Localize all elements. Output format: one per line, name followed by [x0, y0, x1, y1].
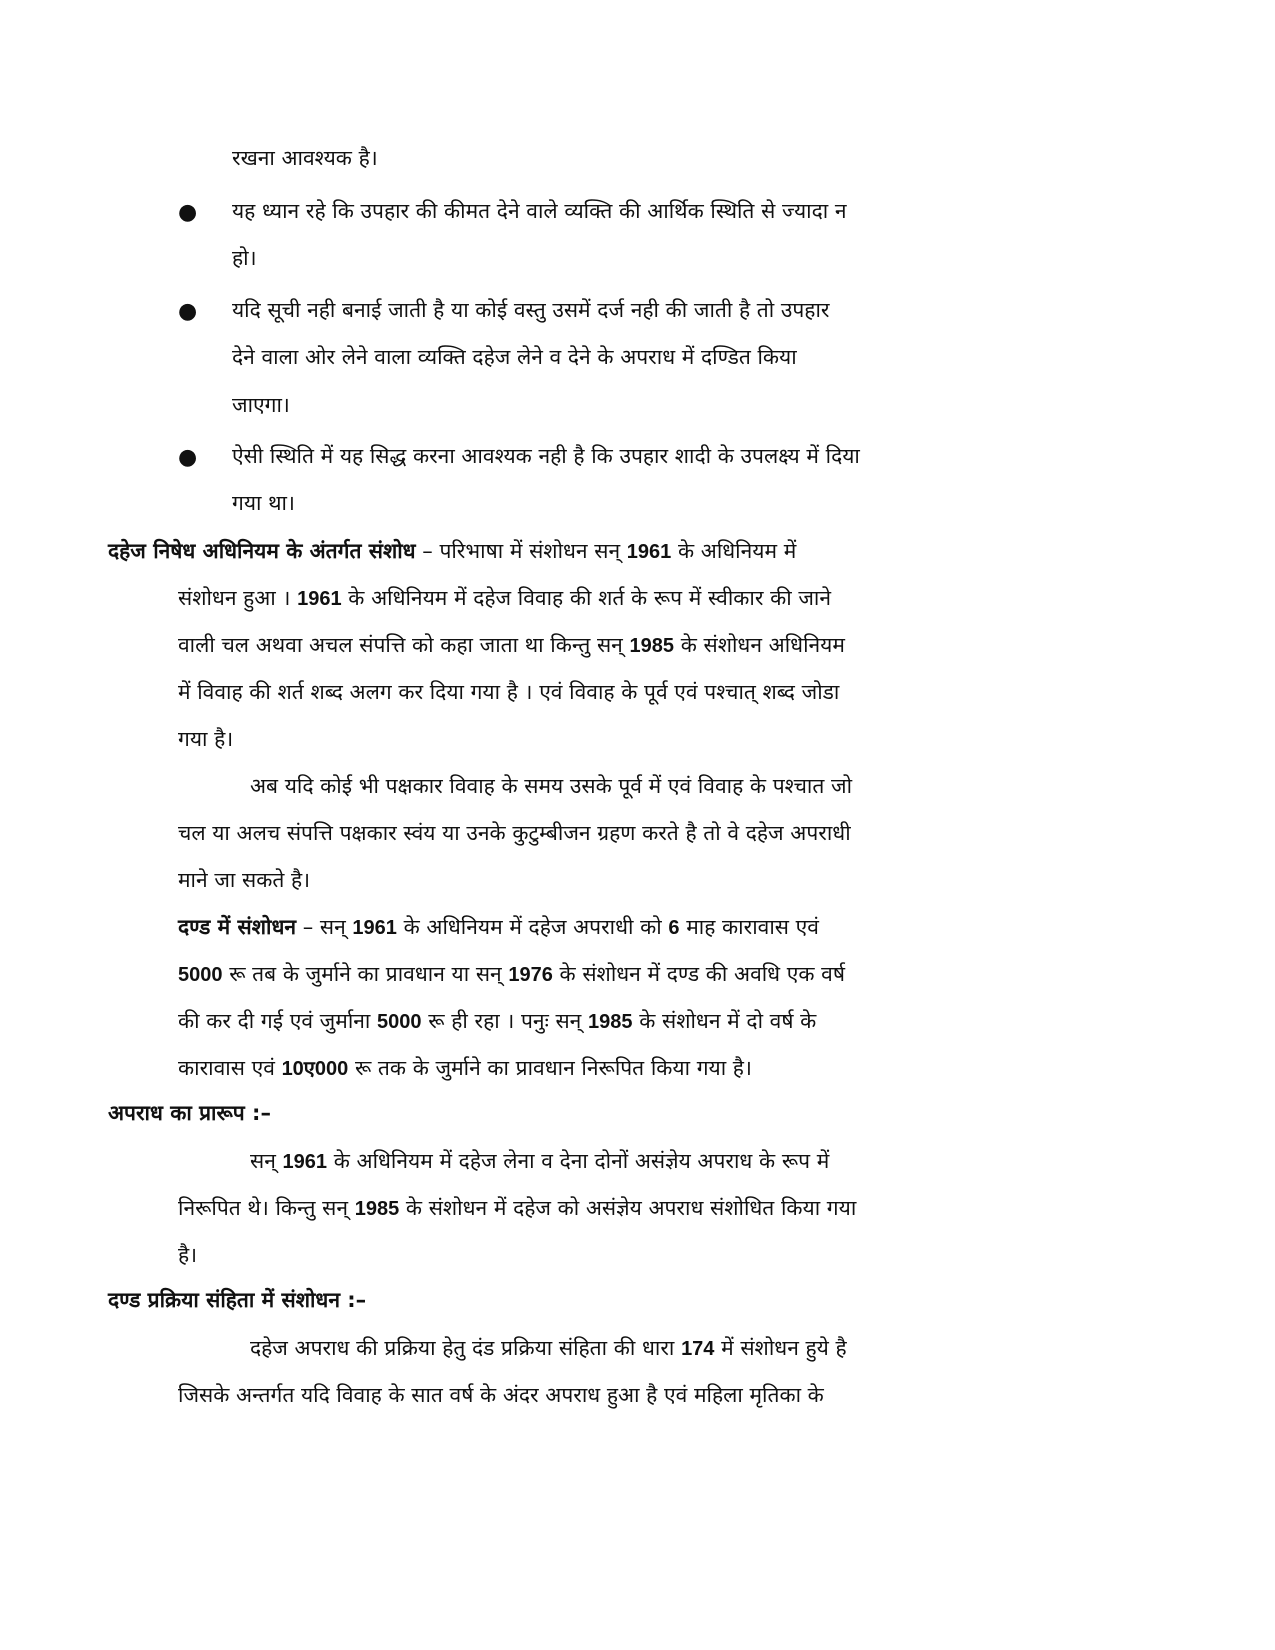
- amendment-line-1: दहेज निषेध अधिनियम के अंतर्गत संशोध – परिभाषा में संशोधन सन् 1961 के अधिनियम में: [108, 539, 797, 563]
- bullet-icon: ●: [178, 299, 198, 324]
- bullet-1-line-2: हो।: [232, 246, 257, 270]
- section-heading-nature: अपराध का प्रारूप :–: [108, 1101, 271, 1125]
- section-number: 174: [681, 1338, 715, 1360]
- amendment-para-2-line-2: चल या अलच संपत्ति पक्षकार स्वंय या उनके कुटुम्बीजन ग्रहण करते है तो वे दहेज अपराधी: [178, 821, 851, 845]
- penalty-line-3: की कर दी गई एवं जुर्माना 5000 रू ही रहा । पनुः सन् 1985 के संशोधन में दो वर्ष के: [178, 1009, 817, 1033]
- bullet-2-line-3: जाएगा।: [232, 393, 290, 417]
- year-number: 1976: [508, 964, 553, 986]
- penalty-line-2: 5000 रू तब के जुर्माने का प्रावधान या सन् 1976 के संशोधन में दण्ड की अवधि एक वर्ष: [178, 962, 846, 986]
- amount-number: 10ए000: [281, 1058, 349, 1080]
- nature-line-3: है।: [178, 1243, 198, 1267]
- bullet-2-line-1: यदि सूची नही बनाई जाती है या कोई वस्तु उसमें दर्ज नही की जाती है तो उपहार: [232, 298, 830, 322]
- nature-line-2: निरूपित थे। किन्तु सन् 1985 के संशोधन में दहेज को असंज्ञेय अपराध संशोधित किया गया: [178, 1196, 857, 1220]
- nature-line-1: सन् 1961 के अधिनियम में दहेज लेना व देना दोनों असंज्ञेय अपराध के रूप में: [250, 1149, 830, 1173]
- bullet-2-line-2: देने वाला ओर लेने वाला व्यक्ति दहेज लेने व देने के अपराध में दण्डित किया: [232, 345, 797, 369]
- year-number: 1961: [282, 1151, 328, 1173]
- year-number: 1985: [354, 1198, 400, 1220]
- lead-line: रखना आवश्यक है।: [232, 146, 378, 170]
- months-number: 6: [668, 917, 680, 939]
- bullet-3-line-2: गया था।: [232, 491, 295, 515]
- year-number: 1985: [588, 1011, 633, 1033]
- amendment-para-2-line-1: अब यदि कोई भी पक्षकार विवाह के समय उसके पूर्व में एवं विवाह के पश्चात जो: [250, 774, 853, 798]
- amendment-line-2: संशोधन हुआ । 1961 के अधिनियम में दहेज विवाह की शर्त के रूप में स्वीकार की जाने: [178, 586, 832, 610]
- year-number: 1961: [352, 917, 397, 939]
- section-heading-amendment: दहेज निषेध अधिनियम के अंतर्गत संशोध: [108, 539, 416, 563]
- year-number: 1961: [297, 588, 342, 610]
- section-heading-penalty: दण्ड में संशोधन: [178, 915, 297, 939]
- crpc-line-2: जिसके अन्तर्गत यदि विवाह के सात वर्ष के अंदर अपराध हुआ है एवं महिला मृतिका के: [178, 1383, 824, 1407]
- section-heading-crpc: दण्ड प्रक्रिया संहिता में संशोधन :–: [108, 1288, 367, 1312]
- amendment-line-5: गया है।: [178, 727, 234, 751]
- bullet-icon: ●: [178, 445, 198, 470]
- amendment-line-3: वाली चल अथवा अचल संपत्ति को कहा जाता था किन्तु सन् 1985 के संशोधन अधिनियम: [178, 633, 845, 657]
- year-number: 1961: [626, 541, 672, 563]
- bullet-1-line-1: यह ध्यान रहे कि उपहार की कीमत देने वाले व्यक्ति की आर्थिक स्थिति से ज्यादा न: [232, 199, 847, 223]
- crpc-line-1: दहेज अपराध की प्रक्रिया हेतु दंड प्रक्रिया संहिता की धारा 174 में संशोधन हुये है: [250, 1336, 847, 1360]
- bullet-icon: ●: [178, 200, 198, 225]
- bullet-3-line-1: ऐसी स्थिति में यह सिद्ध करना आवश्यक नही है कि उपहार शादी के उपलक्ष्य में दिया: [232, 444, 860, 468]
- penalty-line-1: दण्ड में संशोधन – सन् 1961 के अधिनियम में दहेज अपराधी को 6 माह कारावास एवं: [178, 915, 819, 939]
- amendment-line-4: में विवाह की शर्त शब्द अलग कर दिया गया है । एवं विवाह के पूर्व एवं पश्चात् शब्द जोडा: [178, 680, 840, 704]
- amendment-para-2-line-3: माने जा सकते है।: [178, 868, 311, 892]
- year-number: 1985: [629, 635, 675, 657]
- penalty-line-4: कारावास एवं 10ए000 रू तक के जुर्माने का प्रावधान निरूपित किया गया है।: [178, 1056, 752, 1080]
- amount-number: 5000: [178, 964, 223, 986]
- amount-number: 5000: [377, 1011, 422, 1033]
